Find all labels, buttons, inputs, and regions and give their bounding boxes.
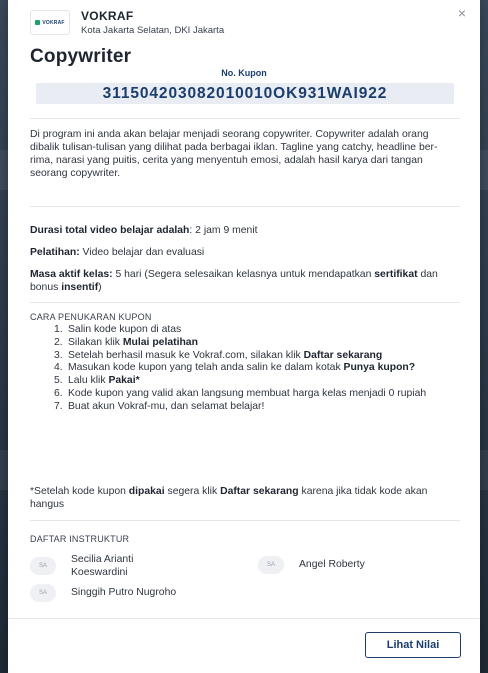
durasi-value: : 2 jam 9 menit: [189, 225, 258, 236]
company-location: Kota Jakarta Selatan, DKI Jakarta: [81, 25, 225, 36]
logo-wordmark: VOKRAF: [42, 19, 65, 26]
instructor-name: Secilia Arianti Koeswardini: [71, 554, 134, 578]
durasi-label: Durasi total video belajar adalah: [30, 225, 190, 236]
instructor-item: [30, 586, 250, 602]
avatar: SA: [30, 584, 56, 602]
logo-mark: [35, 20, 64, 26]
sertifikat-text: sertifikat: [374, 269, 418, 280]
pelatihan-info: [30, 246, 460, 259]
cara-heading: CARA PENUKARAN KUPON: [30, 312, 152, 322]
divider: [30, 118, 460, 119]
steps-list: [30, 324, 462, 414]
list-item: 1. Salin kode kupon di atas: [54, 324, 182, 335]
kupon-label: No. Kupon: [221, 68, 267, 78]
pelatihan-value: Video belajar dan evaluasi: [79, 247, 205, 258]
masa-value-3: ): [98, 282, 102, 293]
divider: [30, 302, 460, 303]
instructor-name: Singgih Putro Nugroho: [71, 587, 177, 598]
masa-label: Masa aktif kelas:: [30, 269, 113, 280]
coupon-modal: [8, 0, 480, 673]
instructor-name: Angel Roberty: [299, 559, 365, 570]
kupon-code[interactable]: 311504203082010010OK931WAI922: [36, 83, 454, 104]
pelatihan-label: Pelatihan:: [30, 247, 80, 258]
list-item: 5. Lalu klik Pakai*: [54, 375, 140, 387]
list-item: 2. Silakan klik Mulai pelatihan: [54, 336, 198, 348]
list-item: 6. Kode kupon yang valid akan langsung membuat harga kelas menjadi 0 rupiah: [54, 387, 427, 399]
close-icon[interactable]: ×: [457, 5, 466, 21]
company-name: VOKRAF: [81, 9, 134, 23]
divider: [30, 206, 460, 207]
instruktur-heading: DAFTAR INSTRUKTUR: [30, 534, 130, 544]
lihat-nilai-button[interactable]: Lihat Nilai: [365, 632, 461, 658]
company-logo: [30, 10, 70, 35]
footer-divider: [8, 618, 480, 619]
modal-header: [8, 0, 480, 42]
instructor-item: [258, 558, 458, 574]
list-item: 7. Buat akun Vokraf-mu, dan selamat belajar!: [54, 400, 265, 412]
avatar: SA: [258, 556, 284, 574]
masa-value-2: dan bonus: [30, 269, 438, 293]
divider: [30, 520, 460, 521]
masa-aktif-info: [30, 268, 460, 294]
masa-value: 5 hari (Segera selesaikan kelasnya untuk mendapatkan: [112, 269, 375, 280]
avatar: SA: [30, 557, 56, 575]
course-title: Copywriter: [30, 46, 132, 67]
course-description: Di program ini anda akan belajar menjadi seorang copywriter. Copywriter adalah orang dibalik tulisan-tulisan yang dilihat pada berbagai iklan. Tagline yang catchy, headline ber-rima, narasi yang puitis, cerita yang menyentuh emosi, adalah hasil karya dari tangan seorang copywriter.: [30, 129, 438, 179]
list-item: 4. Masukan kode kupon yang telah anda salin ke dalam kotak Punya kupon?: [54, 362, 416, 374]
coupon-note: *Setelah kode kupon dipakai segera klik Daftar sekarang karena jika tidak kode akan hangus: [30, 486, 428, 510]
list-item: 3. Setelah berhasil masuk ke Vokraf.com, silakan klik Daftar sekarang: [54, 349, 383, 361]
insentif-text: insentif: [61, 282, 99, 293]
durasi-info: [30, 224, 460, 237]
logo-icon: [35, 20, 40, 25]
instructor-item: [30, 553, 230, 579]
